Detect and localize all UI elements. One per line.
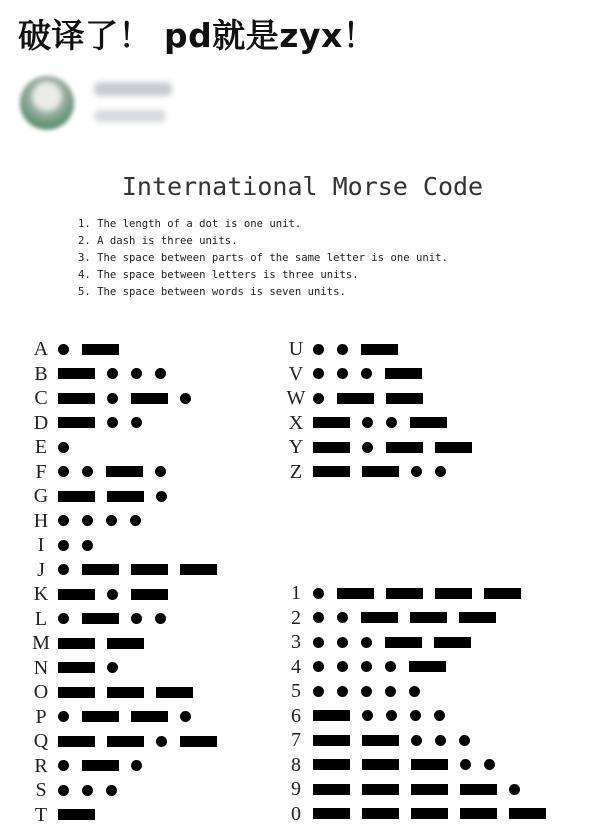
morse-dot xyxy=(58,711,69,722)
morse-dash xyxy=(362,784,399,795)
morse-dot xyxy=(337,344,348,355)
morse-char: 8 xyxy=(291,753,301,776)
morse-dash xyxy=(131,393,168,404)
morse-symbols xyxy=(58,754,155,778)
morse-dot xyxy=(411,466,422,477)
morse-dot xyxy=(82,540,93,551)
morse-dash xyxy=(58,662,95,673)
morse-dash xyxy=(460,808,497,819)
morse-dash xyxy=(58,687,95,698)
morse-symbols xyxy=(58,484,180,508)
morse-dot xyxy=(385,661,396,672)
morse-dot xyxy=(362,417,373,428)
morse-symbols xyxy=(313,753,508,777)
morse-char: W xyxy=(286,387,306,409)
morse-dot xyxy=(156,491,167,502)
morse-dash xyxy=(131,711,168,722)
morse-dot xyxy=(362,710,373,721)
rule-item: 5. The space between words is seven units. xyxy=(78,286,346,298)
morse-symbols xyxy=(313,679,433,703)
morse-dash xyxy=(58,638,95,649)
morse-dot xyxy=(82,785,93,796)
morse-dash xyxy=(107,638,144,649)
morse-dot xyxy=(131,760,142,771)
morse-dot xyxy=(361,637,372,648)
morse-dot xyxy=(313,661,324,672)
morse-code-image[interactable] xyxy=(0,150,605,826)
rule-item: 4. The space between letters is three units. xyxy=(78,269,359,281)
morse-symbols xyxy=(313,802,558,826)
morse-dash xyxy=(82,711,119,722)
morse-char: A xyxy=(33,338,49,360)
morse-dot xyxy=(337,661,348,672)
morse-dot xyxy=(337,686,348,697)
morse-chart-title: International Morse Code xyxy=(121,172,484,201)
morse-char: S xyxy=(35,779,47,801)
morse-dash xyxy=(58,417,95,428)
morse-dash xyxy=(82,564,119,575)
morse-symbols xyxy=(58,435,82,459)
morse-dot xyxy=(180,711,191,722)
morse-dash xyxy=(385,637,422,648)
morse-char: Y xyxy=(288,436,304,458)
morse-dot xyxy=(313,368,324,379)
morse-dot xyxy=(313,612,324,623)
morse-dash xyxy=(460,784,497,795)
morse-dot xyxy=(107,417,118,428)
morse-dash xyxy=(410,612,447,623)
morse-dot xyxy=(107,368,118,379)
morse-dot xyxy=(58,466,69,477)
morse-symbols xyxy=(58,631,156,655)
morse-dot xyxy=(58,344,69,355)
morse-symbols xyxy=(58,656,131,680)
morse-dot xyxy=(313,637,324,648)
morse-dash xyxy=(459,612,496,623)
morse-dot xyxy=(180,393,191,404)
morse-dot xyxy=(58,785,69,796)
morse-symbols xyxy=(313,777,533,801)
morse-char: I xyxy=(37,534,45,556)
morse-dash xyxy=(107,491,144,502)
morse-dot xyxy=(58,564,69,575)
morse-dash xyxy=(313,735,350,746)
morse-dot xyxy=(410,710,421,721)
morse-dot xyxy=(435,466,446,477)
author-meta xyxy=(94,110,166,122)
morse-dash xyxy=(131,589,168,600)
morse-dot xyxy=(58,515,69,526)
author-name[interactable] xyxy=(94,82,172,96)
morse-dash xyxy=(313,808,350,819)
morse-symbols xyxy=(58,411,155,435)
morse-char: 6 xyxy=(291,704,301,727)
morse-dot xyxy=(362,442,373,453)
morse-char: M xyxy=(32,632,50,654)
morse-dash xyxy=(313,784,350,795)
morse-dash xyxy=(362,759,399,770)
morse-dash xyxy=(411,784,448,795)
morse-symbols xyxy=(58,460,179,484)
morse-dot xyxy=(459,735,470,746)
morse-dot xyxy=(386,710,397,721)
morse-dash xyxy=(180,564,217,575)
morse-dash xyxy=(386,442,423,453)
rule-item: 1. The length of a dot is one unit. xyxy=(78,218,302,230)
morse-symbols xyxy=(58,680,205,704)
morse-char: E xyxy=(34,436,48,458)
morse-char: O xyxy=(33,681,49,703)
morse-dash xyxy=(337,393,374,404)
morse-symbols xyxy=(313,362,434,386)
morse-dash xyxy=(411,808,448,819)
morse-dot xyxy=(131,368,142,379)
morse-dot xyxy=(313,344,324,355)
morse-char: G xyxy=(33,485,49,507)
morse-char: L xyxy=(34,607,48,630)
morse-dot xyxy=(82,466,93,477)
morse-dot xyxy=(107,393,118,404)
morse-dash xyxy=(82,760,119,771)
morse-char: 9 xyxy=(291,778,301,800)
morse-dot xyxy=(460,759,471,770)
morse-char: B xyxy=(34,362,48,385)
morse-dot xyxy=(386,417,397,428)
morse-dash xyxy=(435,442,472,453)
morse-char: 4 xyxy=(291,655,301,678)
morse-dot xyxy=(409,686,420,697)
morse-dot xyxy=(107,662,118,673)
morse-dash xyxy=(58,368,95,379)
morse-dot xyxy=(434,710,445,721)
morse-dash xyxy=(58,491,95,502)
morse-char: H xyxy=(33,509,49,532)
morse-dot xyxy=(361,368,372,379)
morse-char: 2 xyxy=(291,606,301,629)
morse-dash xyxy=(131,564,168,575)
morse-rules-list xyxy=(78,216,448,301)
morse-symbols xyxy=(313,435,484,459)
morse-dash xyxy=(313,417,350,428)
avatar[interactable] xyxy=(20,76,74,130)
morse-symbols xyxy=(313,630,483,654)
morse-dot xyxy=(337,637,348,648)
morse-dash xyxy=(385,368,422,379)
morse-char: T xyxy=(34,803,48,826)
morse-symbols xyxy=(313,728,483,752)
morse-symbols xyxy=(313,606,508,630)
morse-char: V xyxy=(288,362,304,385)
morse-char: 3 xyxy=(291,631,301,653)
morse-dot xyxy=(313,393,324,404)
morse-dash xyxy=(411,759,448,770)
morse-char: D xyxy=(33,411,49,434)
morse-dot xyxy=(313,686,324,697)
morse-dot xyxy=(313,588,324,599)
morse-dot xyxy=(361,661,372,672)
morse-char: C xyxy=(34,387,48,409)
morse-char: X xyxy=(288,411,304,434)
morse-char: J xyxy=(37,558,45,581)
morse-dash xyxy=(337,588,374,599)
morse-dash xyxy=(58,809,95,820)
morse-char: 0 xyxy=(291,802,301,825)
morse-dash xyxy=(361,612,398,623)
morse-dot xyxy=(130,515,141,526)
morse-dot xyxy=(155,466,166,477)
morse-symbols xyxy=(58,362,179,386)
morse-dot xyxy=(131,417,142,428)
morse-dot xyxy=(337,612,348,623)
morse-dot xyxy=(361,686,372,697)
morse-dash xyxy=(107,687,144,698)
morse-dash xyxy=(362,466,399,477)
morse-dash xyxy=(409,661,446,672)
morse-symbols xyxy=(58,337,131,361)
morse-char: U xyxy=(288,338,304,360)
morse-symbols xyxy=(58,607,179,631)
morse-symbols xyxy=(58,558,229,582)
post-title: 破译了！ pd就是zyx！ xyxy=(18,16,377,55)
morse-char: 5 xyxy=(291,680,301,702)
morse-symbols xyxy=(313,581,533,605)
morse-char: K xyxy=(33,583,49,605)
morse-dot xyxy=(131,613,142,624)
morse-dash xyxy=(435,588,472,599)
morse-dash xyxy=(434,637,471,648)
morse-char: Z xyxy=(289,460,303,483)
morse-dot xyxy=(385,686,396,697)
author-header[interactable] xyxy=(16,72,316,132)
morse-dash xyxy=(410,417,447,428)
morse-symbols xyxy=(58,705,204,729)
morse-dot xyxy=(82,515,93,526)
morse-dash xyxy=(313,759,350,770)
morse-dot xyxy=(435,735,446,746)
morse-symbols xyxy=(58,803,107,827)
morse-dot xyxy=(155,368,166,379)
morse-dash xyxy=(107,736,144,747)
morse-dot xyxy=(155,613,166,624)
morse-char: 1 xyxy=(291,582,301,604)
morse-dash xyxy=(313,442,350,453)
morse-dash xyxy=(313,710,350,721)
morse-dot xyxy=(58,442,69,453)
morse-dot xyxy=(106,515,117,526)
morse-dot xyxy=(337,368,348,379)
morse-dash xyxy=(361,344,398,355)
morse-dot xyxy=(58,540,69,551)
morse-symbols xyxy=(313,337,410,361)
morse-symbols xyxy=(313,655,458,679)
morse-dash xyxy=(106,466,143,477)
morse-dot xyxy=(106,785,117,796)
morse-char: R xyxy=(34,754,48,777)
morse-dash xyxy=(386,393,423,404)
morse-symbols xyxy=(58,778,130,802)
morse-dash xyxy=(180,736,217,747)
morse-dash xyxy=(82,613,119,624)
morse-char: 7 xyxy=(291,729,301,751)
rule-item: 3. The space between parts of the same letter is one unit. xyxy=(78,252,448,264)
morse-dash xyxy=(156,687,193,698)
morse-dash xyxy=(82,344,119,355)
morse-symbols xyxy=(58,729,229,753)
morse-dash xyxy=(313,466,350,477)
morse-dot xyxy=(58,760,69,771)
morse-dot xyxy=(509,784,520,795)
morse-dash xyxy=(386,588,423,599)
morse-dot xyxy=(107,589,118,600)
morse-char: Q xyxy=(33,730,49,752)
morse-symbols xyxy=(313,411,459,435)
rule-item: 2. A dash is three units. xyxy=(78,235,238,247)
morse-dot xyxy=(58,613,69,624)
morse-symbols xyxy=(313,704,458,728)
morse-symbols xyxy=(58,582,180,606)
morse-dash xyxy=(58,393,95,404)
morse-dash xyxy=(484,588,521,599)
morse-char: N xyxy=(33,656,49,679)
morse-dash xyxy=(58,589,95,600)
morse-dot xyxy=(156,736,167,747)
morse-dash xyxy=(509,808,546,819)
morse-dash xyxy=(362,808,399,819)
morse-char: P xyxy=(35,705,47,728)
morse-dash xyxy=(58,736,95,747)
morse-symbols xyxy=(313,460,459,484)
morse-symbols xyxy=(58,509,154,533)
morse-dot xyxy=(484,759,495,770)
morse-symbols xyxy=(58,533,106,557)
morse-symbols xyxy=(313,386,435,410)
morse-dash xyxy=(362,735,399,746)
morse-symbols xyxy=(58,386,204,410)
morse-char: F xyxy=(35,460,47,483)
morse-dot xyxy=(411,735,422,746)
